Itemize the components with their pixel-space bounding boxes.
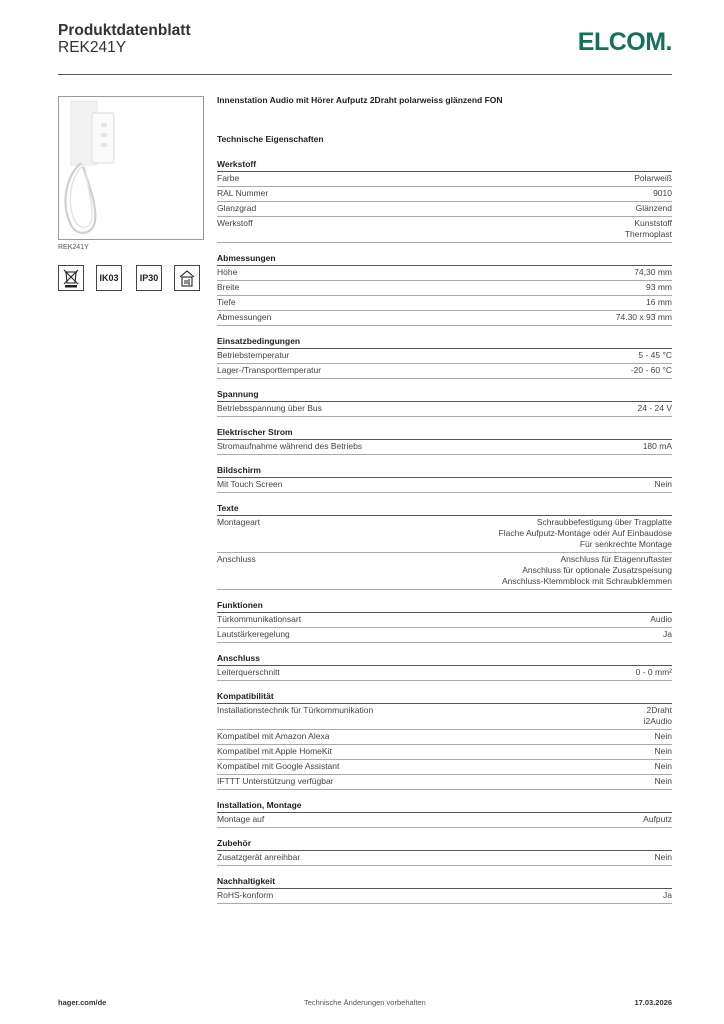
property-label: Lager-/Transporttemperatur — [217, 365, 322, 375]
property-label: RAL Nummer — [217, 188, 269, 198]
property-row — [217, 364, 672, 379]
property-row — [217, 440, 672, 455]
property-value: Aufputz — [643, 814, 672, 824]
property-row — [217, 296, 672, 311]
property-value: 93 mm — [646, 282, 672, 292]
property-sections — [217, 158, 672, 904]
section-title: Werkstoff — [217, 158, 672, 172]
section-title: Anschluss — [217, 652, 672, 666]
property-section — [217, 652, 672, 681]
property-value: Nein — [654, 776, 672, 786]
property-value: 16 mm — [646, 297, 672, 307]
property-value: 74,30 mm — [634, 267, 672, 277]
property-value: Ja — [663, 890, 672, 900]
property-label: Leiterquerschnitt — [217, 667, 280, 677]
property-section — [217, 690, 672, 790]
property-row — [217, 613, 672, 628]
property-row — [217, 813, 672, 828]
property-value: Glänzend — [635, 203, 672, 213]
property-label: Installationstechnik für Türkommunikation — [217, 705, 374, 715]
surface-mount-icon — [174, 265, 200, 291]
property-value: 0 - 0 mm² — [635, 667, 672, 677]
property-value: Nein — [654, 761, 672, 771]
property-value: 5 - 45 °C — [638, 350, 672, 360]
section-title: Spannung — [217, 388, 672, 402]
property-row — [217, 478, 672, 493]
property-label: Mit Touch Screen — [217, 479, 283, 489]
footer-date: 17.03.2026 — [634, 998, 672, 1007]
property-row — [217, 704, 672, 730]
property-label: Zusatzgerät anreihbar — [217, 852, 301, 862]
property-label: IFTTT Unterstützung verfügbar — [217, 776, 334, 786]
image-caption: REK241Y — [58, 244, 89, 251]
property-section — [217, 464, 672, 493]
property-row — [217, 266, 672, 281]
property-value: Nein — [654, 852, 672, 862]
property-row — [217, 851, 672, 866]
property-row — [217, 281, 672, 296]
property-label: Lautstärkeregelung — [217, 629, 290, 639]
product-title: Innenstation Audio mit Hörer Aufputz 2Draht polarweiss glänzend FON — [217, 95, 503, 105]
property-label: Kompatibel mit Apple HomeKit — [217, 746, 332, 756]
property-section — [217, 837, 672, 866]
property-value: Ja — [663, 629, 672, 639]
property-label: Stromaufnahme während des Betriebs — [217, 441, 363, 451]
property-label: Werkstoff — [217, 218, 253, 228]
section-title: Zubehör — [217, 837, 672, 851]
property-row — [217, 628, 672, 643]
footer-website-link[interactable]: hager.com/de — [58, 998, 107, 1007]
page-footer — [58, 998, 672, 1012]
property-label: Abmessungen — [217, 312, 272, 322]
property-value: 9010 — [653, 188, 672, 198]
section-title: Funktionen — [217, 599, 672, 613]
section-title: Einsatzbedingungen — [217, 335, 672, 349]
property-row — [217, 745, 672, 760]
property-value: 180 mA — [642, 441, 672, 451]
footer-disclaimer: Technische Änderungen vorbehalten — [304, 998, 426, 1007]
property-label: Betriebstemperatur — [217, 350, 290, 360]
property-label: Breite — [217, 282, 240, 292]
property-value: Polarweiß — [634, 173, 672, 183]
property-value: 2Draht i2Audio — [643, 705, 672, 726]
property-label: Montageart — [217, 517, 260, 527]
property-value: Nein — [654, 479, 672, 489]
property-section — [217, 426, 672, 455]
property-label: Türkommunikationsart — [217, 614, 302, 624]
datasheet-content — [217, 94, 672, 913]
property-label: Tiefe — [217, 297, 236, 307]
section-title: Bildschirm — [217, 464, 672, 478]
property-label: Kompatibel mit Amazon Alexa — [217, 731, 330, 741]
property-row — [217, 217, 672, 243]
property-row — [217, 516, 672, 553]
property-label: Montage auf — [217, 814, 265, 824]
property-section — [217, 388, 672, 417]
property-section — [217, 875, 672, 904]
product-image — [58, 96, 204, 240]
property-row — [217, 187, 672, 202]
property-row — [217, 553, 672, 590]
property-value: -20 - 60 °C — [630, 365, 672, 375]
ik03-badge: IK03 — [96, 265, 122, 291]
property-section — [217, 599, 672, 643]
property-row — [217, 760, 672, 775]
brand-logo: ELCOM. — [577, 28, 672, 56]
property-row — [217, 172, 672, 187]
property-row — [217, 349, 672, 364]
section-title: Abmessungen — [217, 252, 672, 266]
property-value: Nein — [654, 746, 672, 756]
property-label: Farbe — [217, 173, 240, 183]
property-value: Nein — [654, 731, 672, 741]
property-section — [217, 335, 672, 379]
property-row — [217, 202, 672, 217]
property-value: 24 - 24 V — [637, 403, 672, 413]
property-label: Kompatibel mit Google Assistant — [217, 761, 340, 771]
property-value: Schraubbefestigung über Tragplatte Flache Aufputz-Montage oder Auf Einbaudose Für senkrechte Montage — [498, 517, 672, 549]
property-value: Kunststoff Thermoplast — [624, 218, 672, 239]
section-title: Kompatibilität — [217, 690, 672, 704]
property-row — [217, 402, 672, 417]
property-row — [217, 775, 672, 790]
weee-icon — [58, 265, 84, 291]
property-section — [217, 252, 672, 326]
ip30-badge: IP30 — [136, 265, 162, 291]
section-title: Elektrischer Strom — [217, 426, 672, 440]
section-title: Installation, Montage — [217, 799, 672, 813]
section-title: Texte — [217, 502, 672, 516]
tech-properties-title: Technische Eigenschaften — [217, 134, 324, 144]
property-value: Anschluss für Etagenruftaster Anschluss für optionale Zusatzspeisung Anschluss-Klemmblock mit Schraubklemmen — [501, 554, 672, 586]
property-section — [217, 158, 672, 243]
page-title: Produktdatenblatt — [58, 22, 191, 39]
property-section — [217, 502, 672, 590]
header-divider — [58, 74, 672, 75]
property-row — [217, 730, 672, 745]
property-row — [217, 666, 672, 681]
property-section — [217, 799, 672, 828]
property-label: Anschluss — [217, 554, 256, 564]
property-row — [217, 889, 672, 904]
property-label: RoHS-konform — [217, 890, 274, 900]
section-title: Nachhaltigkeit — [217, 875, 672, 889]
property-label: Höhe — [217, 267, 238, 277]
property-value: Audio — [650, 614, 672, 624]
product-code: REK241Y — [58, 39, 127, 56]
property-row — [217, 311, 672, 326]
property-value: 74.30 x 93 mm — [615, 312, 672, 322]
property-label: Glanzgrad — [217, 203, 257, 213]
property-label: Betriebsspannung über Bus — [217, 403, 322, 413]
